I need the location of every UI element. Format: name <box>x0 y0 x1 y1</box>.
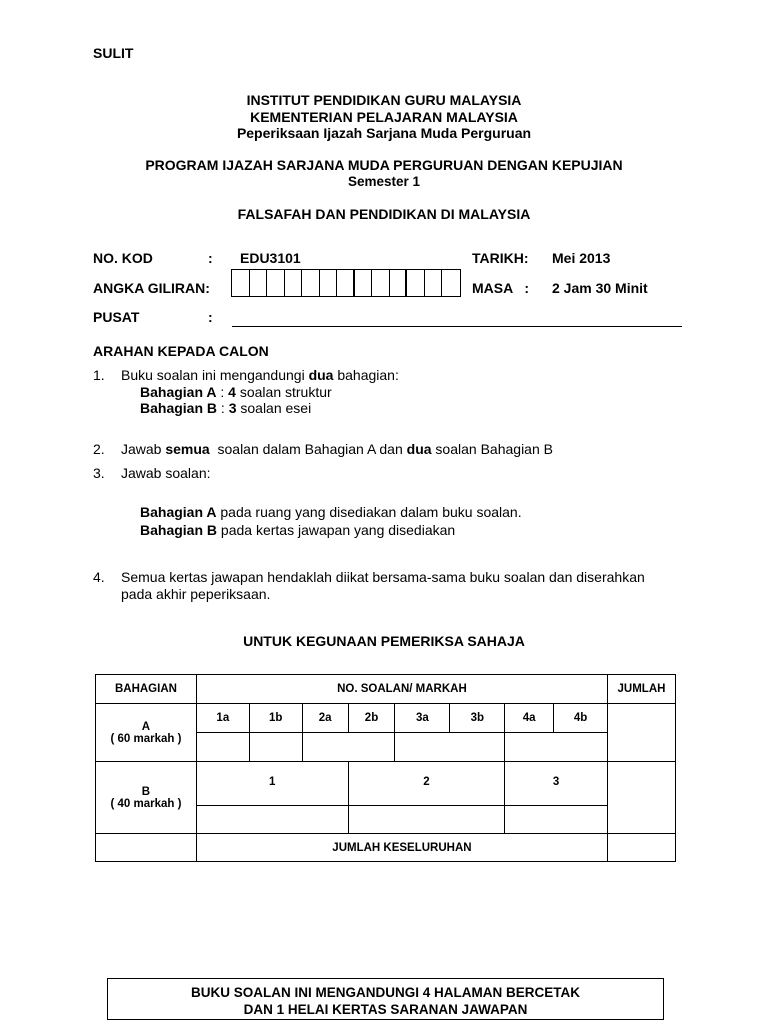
digit-box[interactable] <box>355 270 373 296</box>
mark-cell-1b[interactable] <box>249 733 302 762</box>
section-b-total[interactable] <box>607 762 675 834</box>
part-b-sep: : <box>217 400 229 416</box>
candidate-number-boxes[interactable] <box>231 269 461 297</box>
instruction-1-text-end: bahagian: <box>333 367 399 383</box>
instruction-2 <box>121 441 553 457</box>
section-b-marks: ( 40 markah ) <box>110 797 182 810</box>
empty-cell <box>96 834 197 862</box>
instruction-2-text-mid: soalan dalam Bahagian A dan <box>209 441 407 457</box>
question-cell: 4b <box>554 704 608 733</box>
header-total: JUMLAH <box>607 675 675 704</box>
mark-cell-b1[interactable] <box>196 806 348 834</box>
question-cell: 1a <box>196 704 249 733</box>
instruction-1-text: Buku soalan ini mengandungi <box>121 367 309 383</box>
digit-box[interactable] <box>320 270 338 296</box>
digit-box[interactable] <box>407 270 425 296</box>
confidential-label: SULIT <box>93 45 134 61</box>
duration-label: MASA : <box>472 280 530 296</box>
section-a-letter: A <box>141 720 151 733</box>
code-colon: : <box>208 250 213 266</box>
code-value: EDU3101 <box>240 250 301 266</box>
instruction-1 <box>121 367 399 383</box>
ministry-name: KEMENTERIAN PELAJARAN MALAYSIA <box>250 109 518 125</box>
part-b-label: Bahagian B <box>140 400 218 416</box>
digit-box[interactable] <box>267 270 285 296</box>
question-cell: 3a <box>395 704 450 733</box>
part-a-count: 4 <box>228 384 236 400</box>
duration-value: 2 Jam 30 Minit <box>552 280 648 296</box>
part-b-desc: soalan esei <box>236 400 312 416</box>
semester-label: Semester 1 <box>347 174 421 189</box>
digit-box[interactable] <box>337 270 355 296</box>
table-row <box>96 704 676 733</box>
grand-total-value[interactable] <box>607 834 675 862</box>
mark-cell-2[interactable] <box>302 733 395 762</box>
question-cell: 3 <box>505 762 608 806</box>
header-bahagian: BAHAGIAN <box>96 675 197 704</box>
question-cell: 3b <box>450 704 505 733</box>
date-label: TARIKH: <box>472 250 529 266</box>
subject-title: FALSAFAH DAN PENDIDIKAN DI MALAYSIA <box>237 206 531 222</box>
digit-box[interactable] <box>372 270 390 296</box>
instruction-1-number: 1. <box>93 367 105 383</box>
instruction-3-number: 3. <box>93 465 105 481</box>
question-cell: 2b <box>348 704 395 733</box>
mark-cell-1a[interactable] <box>196 733 249 762</box>
question-cell: 2a <box>302 704 348 733</box>
instruction-4-number: 4. <box>93 569 105 585</box>
instruction-1-emphasis: dua <box>308 367 334 383</box>
grand-total-label: JUMLAH KESELURUHAN <box>196 834 607 862</box>
mark-cell-b3[interactable] <box>505 806 608 834</box>
exam-name: Peperiksaan Ijazah Sarjana Muda Perguruan <box>236 125 532 141</box>
digit-box[interactable] <box>425 270 443 296</box>
instruction-2-number: 2. <box>93 441 105 457</box>
part-a-desc: soalan struktur <box>235 384 332 400</box>
centre-input-line[interactable] <box>232 326 682 327</box>
digit-box[interactable] <box>302 270 320 296</box>
instructions-title: ARAHAN KEPADA CALON <box>93 343 269 359</box>
table-row <box>96 834 676 862</box>
part-b-count: 3 <box>228 400 237 416</box>
mark-cell-3[interactable] <box>395 733 505 762</box>
notice-line-2: DAN 1 HELAI KERTAS SARANAN JAWAPAN <box>243 1002 528 1017</box>
instruction-2-text-end: soalan Bahagian B <box>431 441 553 457</box>
digit-box[interactable] <box>232 270 250 296</box>
section-a-label <box>96 704 197 762</box>
instruction-3: Jawab soalan: <box>121 465 211 481</box>
instruction-1-part-a <box>140 384 332 400</box>
digit-box[interactable] <box>442 270 460 296</box>
marks-table <box>95 674 676 862</box>
mark-cell-4[interactable] <box>505 733 608 762</box>
answer-part-a-desc: pada ruang yang disediakan dalam buku soalan. <box>216 504 522 520</box>
question-cell: 1 <box>196 762 348 806</box>
digit-box[interactable] <box>250 270 268 296</box>
code-label: NO. KOD <box>93 250 153 266</box>
table-row <box>96 762 676 806</box>
digit-box[interactable] <box>285 270 303 296</box>
part-a-label: Bahagian A <box>140 384 217 400</box>
digit-box[interactable] <box>390 270 408 296</box>
table-header-row <box>96 675 676 704</box>
notice-line-1: BUKU SOALAN INI MENGANDUNGI 4 HALAMAN BERCETAK <box>191 985 580 1000</box>
answer-part-b-label: Bahagian B <box>140 522 218 538</box>
candidate-number-label: ANGKA GILIRAN: <box>93 280 210 296</box>
program-name: PROGRAM IJAZAH SARJANA MUDA PERGURUAN DENGAN KEPUJIAN <box>145 157 623 173</box>
answer-part-b-desc: pada kertas jawapan yang disediakan <box>217 522 456 538</box>
instruction-2-emphasis-2: dua <box>406 441 432 457</box>
section-b-label <box>96 762 197 834</box>
centre-label: PUSAT <box>93 309 140 325</box>
header-question-marks: NO. SOALAN/ MARKAH <box>196 675 607 704</box>
section-b-letter: B <box>141 785 151 798</box>
instruction-1-part-b <box>140 400 311 416</box>
section-a-marks: ( 60 markah ) <box>110 732 182 745</box>
instruction-4-line-1: Semua kertas jawapan hendaklah diikat bersama-sama buku soalan dan diserahkan <box>121 569 645 585</box>
institute-name: INSTITUT PENDIDIKAN GURU MALAYSIA <box>246 92 522 108</box>
date-value: Mei 2013 <box>552 250 611 266</box>
instruction-2-text: Jawab <box>121 441 166 457</box>
section-a-total[interactable] <box>607 704 675 762</box>
part-a-sep: : <box>216 384 229 400</box>
instruction-4-line-2: pada akhir peperiksaan. <box>121 586 271 602</box>
instruction-2-emphasis: semua <box>165 441 210 457</box>
question-cell: 1b <box>249 704 302 733</box>
examiner-section-title: UNTUK KEGUNAAN PEMERIKSA SAHAJA <box>243 633 525 649</box>
question-cell: 2 <box>348 762 505 806</box>
answer-part-a-label: Bahagian A <box>140 504 217 520</box>
centre-colon: : <box>208 309 213 325</box>
mark-cell-b2[interactable] <box>348 806 505 834</box>
page-count-notice <box>107 978 664 1020</box>
instruction-3-part-b <box>140 522 455 538</box>
question-cell: 4a <box>505 704 554 733</box>
instruction-3-part-a <box>140 504 522 520</box>
